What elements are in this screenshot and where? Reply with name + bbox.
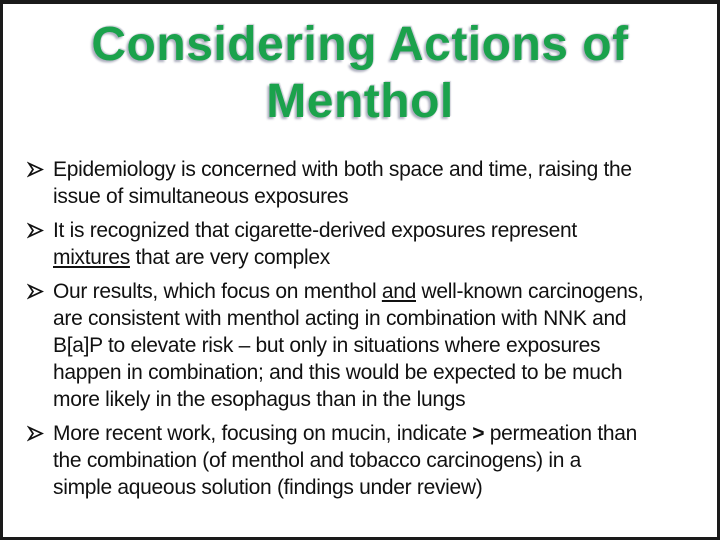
arrow-bullet-icon xyxy=(27,283,44,300)
arrow-bullet-icon xyxy=(27,425,44,442)
bullet-text-line: issue of simultaneous exposures xyxy=(53,185,349,208)
bullet-text-line: It is recognized that cigarette-derived exposures represent xyxy=(53,219,577,242)
bullet-text-line: mixtures that are very complex xyxy=(53,246,330,269)
list-item xyxy=(27,420,711,501)
bullet-text-line: More recent work, focusing on mucin, indicate > permeation than xyxy=(53,422,638,445)
arrow-bullet-icon xyxy=(27,222,44,239)
list-item xyxy=(27,217,711,271)
list-item xyxy=(27,278,711,413)
bullet-text-line: the combination (of menthol and tobacco carcinogens) in a xyxy=(53,449,582,472)
bullet-text-line: Epidemiology is concerned with both space and time, raising the xyxy=(53,158,632,181)
bullet-text-line: Our results, which focus on menthol and well-known carcinogens, xyxy=(53,280,644,303)
bullet-text-line: happen in combination; and this would be expected to be much xyxy=(53,361,623,384)
bullet-text-line: B[a]P to elevate risk – but only in situations where exposures xyxy=(53,334,601,357)
bullet-text-line: are consistent with menthol acting in combination with NNK and xyxy=(53,307,627,330)
bullet-list xyxy=(3,156,717,501)
arrow-bullet-icon xyxy=(27,161,44,178)
bullet-text-line: more likely in the esophagus than in the lungs xyxy=(53,388,466,411)
bullet-text-line: simple aqueous solution (findings under review) xyxy=(53,476,483,499)
slide-title-line1: Considering Actions of xyxy=(91,18,629,71)
slide-title xyxy=(3,16,717,130)
list-item xyxy=(27,156,711,210)
slide-title-line2: Menthol xyxy=(266,75,454,128)
